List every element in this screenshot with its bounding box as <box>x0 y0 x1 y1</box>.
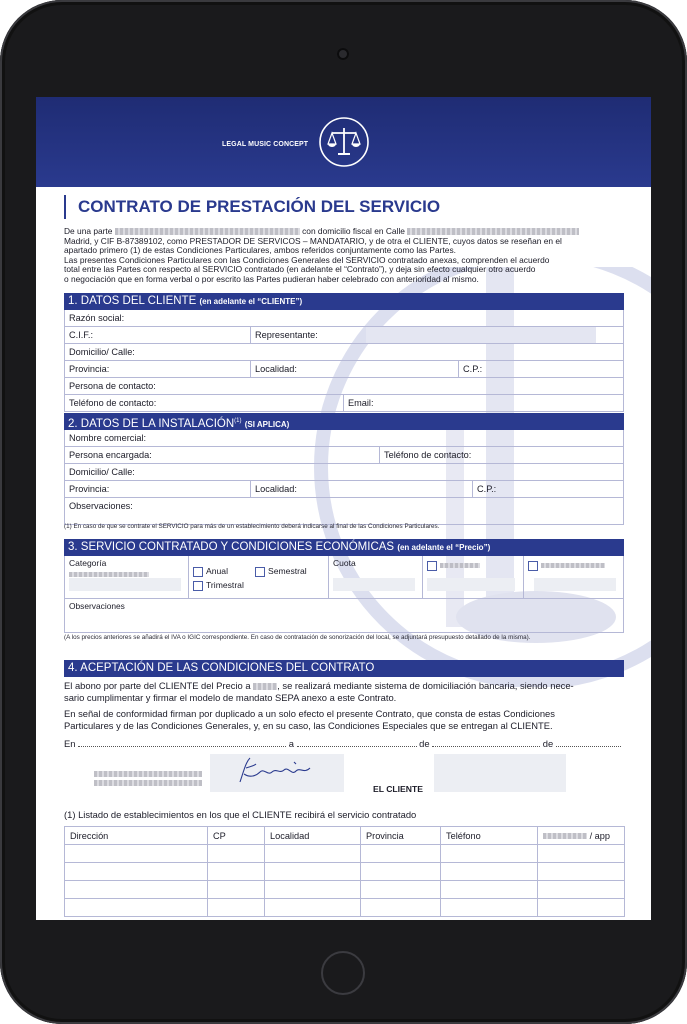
telefono-label: Teléfono de contacto: <box>69 398 157 408</box>
option-a-input[interactable] <box>427 578 515 591</box>
de-label-2: de <box>542 738 554 749</box>
localidad-instalacion-label: Localidad: <box>255 484 297 494</box>
persona-encargada-label: Persona encargada: <box>69 450 152 460</box>
month-input[interactable] <box>432 737 540 747</box>
redacted-text <box>440 563 480 568</box>
establishments-caption: (1) Listado de establecimientos en los que el CLIENTE recibirá el servicio contratado <box>64 809 417 820</box>
cp-field[interactable] <box>459 361 623 377</box>
provincia-instalacion-label: Provincia: <box>69 484 110 494</box>
razon-social-field[interactable] <box>65 310 623 326</box>
periodicity-options <box>189 556 329 598</box>
observaciones-servicio-label: Observaciones <box>69 601 125 611</box>
table-row[interactable] <box>65 863 625 881</box>
client-data-form <box>64 310 624 412</box>
section-4-paragraph-1 <box>64 680 624 703</box>
observaciones-servicio-field[interactable] <box>65 599 623 632</box>
cif-field[interactable] <box>65 327 251 343</box>
document-screen <box>36 97 651 920</box>
section-3-subtitle: (en adelante el “Precio”) <box>397 543 491 552</box>
year-input[interactable] <box>556 737 621 747</box>
installation-data-form <box>64 430 624 525</box>
option-a-field[interactable] <box>423 556 524 598</box>
table-row[interactable] <box>65 881 625 899</box>
intro-line-6: o negociación que en forma verbal o por escrito las Partes pudieran haber celebrado con anterioridad al mismo. <box>64 273 479 284</box>
day-input[interactable] <box>297 737 417 747</box>
telefono-instalacion-label: Teléfono de contacto: <box>384 450 472 460</box>
section-2-header <box>64 413 624 430</box>
observaciones-instalacion-label: Observaciones: <box>69 501 133 511</box>
table-header-row <box>65 827 625 845</box>
section-3-title: 3. SERVICIO CONTRATADO Y CONDICIONES ECONÓMICAS <box>68 541 395 553</box>
section-1-subtitle: (en adelante el “CLIENTE”) <box>199 297 303 306</box>
col-provincia: Provincia <box>361 827 441 845</box>
scales-logo-icon <box>318 116 370 168</box>
option-a-checkbox[interactable] <box>427 561 437 571</box>
col-cp: CP <box>208 827 265 845</box>
categoria-input[interactable] <box>69 578 181 591</box>
section-4-title: 4. ACEPTACIÓN DE LAS CONDICIONES DEL CONTRATO <box>68 662 375 674</box>
p1-text-a: El abono por parte del CLIENTE del Precio a <box>64 680 251 691</box>
client-signature-box[interactable] <box>434 754 566 792</box>
telefono-field[interactable] <box>65 395 344 411</box>
domicilio-label: Domicilio/ Calle: <box>69 347 135 357</box>
section-2-subtitle: (SI APLICA) <box>244 419 290 429</box>
intro-line-4: Las presentes Condiciones Particulares con las Condiciones Generales del SERVICIO contratado anexas, comprenden el acuerdo <box>64 254 550 265</box>
persona-contacto-field[interactable] <box>65 378 623 394</box>
domicilio-instalacion-label: Domicilio/ Calle: <box>69 467 135 477</box>
provincia-label: Provincia: <box>69 364 110 374</box>
semestral-option[interactable] <box>255 564 307 578</box>
anual-option[interactable] <box>193 564 255 578</box>
persona-encargada-field[interactable] <box>65 447 380 463</box>
cp-instalacion-label: C.P.: <box>477 484 497 494</box>
option-b-checkbox[interactable] <box>528 561 538 571</box>
categoria-field[interactable] <box>65 556 189 598</box>
cuota-label: Cuota <box>333 558 356 568</box>
place-input[interactable] <box>78 737 286 747</box>
establishments-table <box>64 826 625 917</box>
trimestral-checkbox[interactable] <box>193 581 203 591</box>
cuota-field[interactable] <box>329 556 423 598</box>
intro-paragraph <box>64 227 624 284</box>
section-2-footnote-mark: (1) <box>234 418 242 424</box>
header-band <box>36 97 651 187</box>
page-title: CONTRATO DE PRESTACIÓN DEL SERVICIO <box>64 195 440 219</box>
redacted-text <box>407 228 579 235</box>
option-b-field[interactable] <box>524 556 623 598</box>
razon-social-label: Razón social: <box>69 313 125 323</box>
provincia-instalacion-field[interactable] <box>65 481 251 497</box>
observaciones-instalacion-field[interactable] <box>65 498 623 524</box>
en-label: En <box>64 738 76 749</box>
camera-icon <box>337 48 349 60</box>
section-2-title: 2. DATOS DE LA INSTALACIÓN <box>68 417 235 430</box>
trimestral-option[interactable] <box>193 578 328 592</box>
section-1-title: 1. DATOS DEL CLIENTE <box>68 295 197 307</box>
section-3-header <box>64 539 624 556</box>
categoria-label: Categoría <box>69 558 107 568</box>
domicilio-instalacion-field[interactable] <box>65 464 623 480</box>
semestral-label: Semestral <box>268 566 307 576</box>
intro-line-1a: De una parte <box>64 226 113 236</box>
semestral-checkbox[interactable] <box>255 567 265 577</box>
persona-contacto-label: Persona de contacto: <box>69 381 156 391</box>
localidad-field[interactable] <box>251 361 459 377</box>
email-field[interactable] <box>344 395 623 411</box>
localidad-instalacion-field[interactable] <box>251 481 473 497</box>
signature-icon <box>210 754 344 792</box>
option-b-input[interactable] <box>534 578 616 591</box>
redacted-text <box>253 683 277 690</box>
email-label: Email: <box>348 398 374 408</box>
col-telefono: Teléfono <box>441 827 538 845</box>
table-row[interactable] <box>65 899 625 917</box>
redacted-text <box>69 572 149 577</box>
section-4-paragraph-2 <box>64 708 624 731</box>
col-direccion: Dirección <box>65 827 208 845</box>
intro-line-1b: con domicilio fiscal en Calle <box>302 226 405 236</box>
p1-text-b: , se realizará mediante sistema de domiciliación bancaria, siendo nece- <box>277 680 574 691</box>
p2-text-a: En señal de conformidad firman por duplicado a un solo efecto el presente Contrato, que consta de estas Condiciones <box>64 708 555 719</box>
col-app-label: / app <box>589 830 610 841</box>
nombre-comercial-label: Nombre comercial: <box>69 433 147 443</box>
section-4-header <box>64 660 624 677</box>
representante-field[interactable] <box>251 327 623 343</box>
de-label-1: de <box>419 738 430 749</box>
cif-label: C.I.F.: <box>69 330 93 340</box>
localidad-label: Localidad: <box>255 364 297 374</box>
table-row[interactable] <box>65 845 625 863</box>
intro-line-3: apartado primero (1) de estas Condiciones Particulares, ambos referidos conjuntamente como las Partes. <box>64 245 456 255</box>
p2-text-b: Particulares y de las Condiciones Generales, y, en su caso, las Condiciones Especiales que se entregan al CLIENTE. <box>64 719 553 731</box>
p1-text-c: sario cumplimentar y firmar el modelo de mandato SEPA anexo a este Contrato. <box>64 691 397 703</box>
provider-signature-box[interactable] <box>210 754 344 792</box>
home-button[interactable] <box>321 951 365 995</box>
section-2-footnote: (1) En caso de que se contrate el SERVICIO para más de un establecimiento deberá indicarse al final de las Condiciones Particulares. <box>64 523 440 530</box>
a-label: a <box>288 738 294 749</box>
brand-name: LEGAL MUSIC CONCEPT <box>222 141 309 148</box>
redacted-text <box>541 563 605 568</box>
cuota-input[interactable] <box>333 578 415 591</box>
col-app <box>538 827 625 845</box>
place-date-line <box>64 737 624 750</box>
provincia-field[interactable] <box>65 361 251 377</box>
section-3-footnote: (A los precios anteriores se añadirá el IVA o IGIC correspondiente. En caso de contratación de sonorización del local, se adjuntará presupuesto detallado de la misma). <box>64 634 531 641</box>
telefono-instalacion-field[interactable] <box>380 447 623 463</box>
trimestral-label: Trimestral <box>206 580 244 590</box>
redacted-text <box>115 228 300 235</box>
intro-line-5: total entre las Partes con respecto al SERVICIO contratado (en adelante el “Contrato”), y deja sin efecto cualquier otro acuerdo <box>64 264 536 274</box>
anual-checkbox[interactable] <box>193 567 203 577</box>
domicilio-field[interactable] <box>65 344 623 360</box>
redacted-text <box>543 833 587 839</box>
intro-line-2: Madrid, y CIF B-87389102, como PRESTADOR DE SERVICOS – MANDATARIO, y de otra el CLIENTE, cuyos datos se reseñan en el <box>64 235 562 246</box>
redacted-text <box>94 780 202 786</box>
cp-label: C.P.: <box>463 364 483 374</box>
service-form <box>64 556 624 633</box>
representante-label: Representante: <box>255 330 318 340</box>
nombre-comercial-field[interactable] <box>65 430 623 446</box>
el-cliente-label: EL CLIENTE <box>373 784 423 794</box>
anual-label: Anual <box>206 566 228 576</box>
col-localidad: Localidad <box>265 827 361 845</box>
cp-instalacion-field[interactable] <box>473 481 623 497</box>
redacted-text <box>94 771 202 777</box>
section-1-header <box>64 293 624 310</box>
provider-signatory-name <box>94 771 202 786</box>
